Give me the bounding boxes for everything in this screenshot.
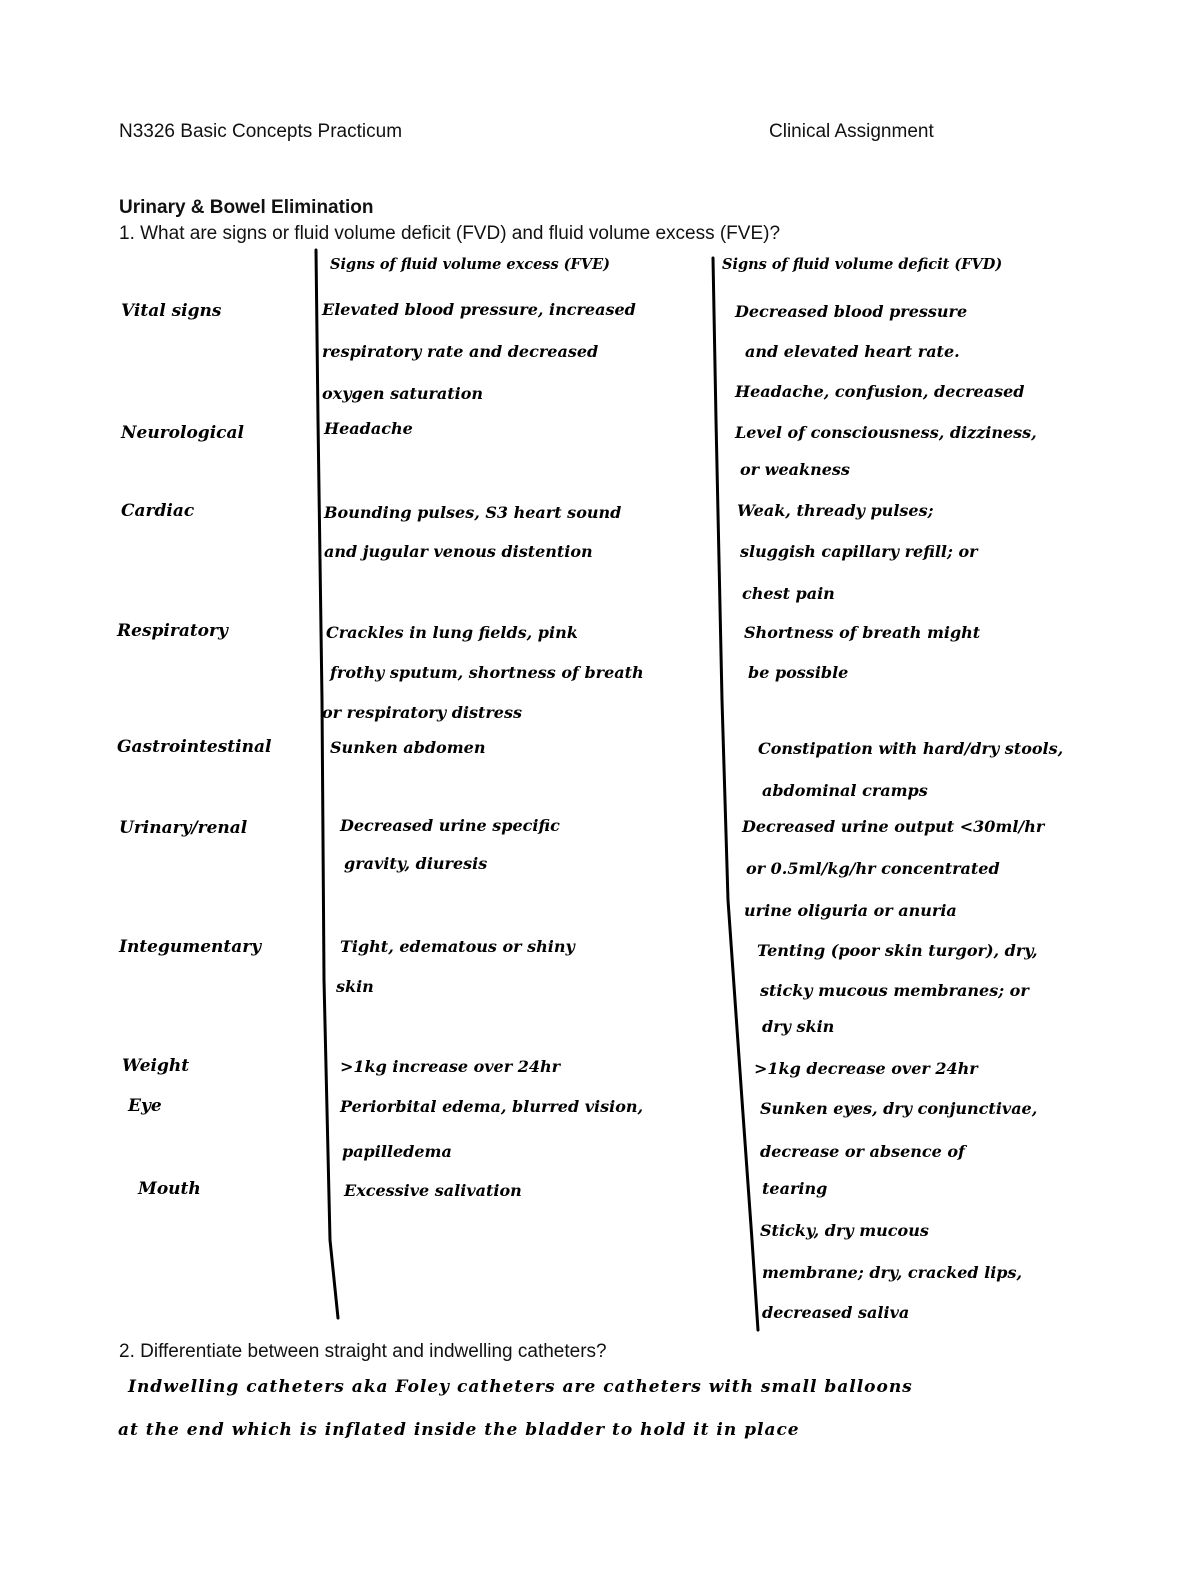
fvd-text: membrane; dry, cracked lips, xyxy=(762,1263,1023,1282)
fvd-text: Headache, confusion, decreased xyxy=(735,382,1025,401)
fve-text: Decreased urine specific xyxy=(340,816,560,835)
row-label-gastrointestinal: Gastrointestinal xyxy=(117,737,272,757)
row-label-respiratory: Respiratory xyxy=(117,621,228,641)
fve-text: or respiratory distress xyxy=(322,703,522,722)
row-label-urinary-renal: Urinary/renal xyxy=(119,818,248,838)
fvd-text: Level of consciousness, dizziness, xyxy=(735,423,1037,442)
row-label-vital-signs: Vital signs xyxy=(121,301,222,321)
fvd-text: abdominal cramps xyxy=(762,781,928,800)
fve-text: papilledema xyxy=(342,1142,452,1161)
fve-text: respiratory rate and decreased xyxy=(322,342,599,361)
fvd-text: Decreased blood pressure xyxy=(735,302,968,321)
fvd-text: Shortness of breath might xyxy=(744,623,981,642)
row-label-cardiac: Cardiac xyxy=(121,501,195,521)
fvd-text: sluggish capillary refill; or xyxy=(740,542,978,561)
fve-text: Excessive salivation xyxy=(344,1181,522,1200)
row-label-mouth: Mouth xyxy=(138,1179,201,1199)
fve-text: oxygen saturation xyxy=(322,384,484,403)
column-divider-left xyxy=(316,250,338,1318)
question-2-answer-line: Indwelling catheters aka Foley catheters are catheters with small balloons xyxy=(128,1377,913,1397)
fvd-text: be possible xyxy=(748,663,849,682)
section-title: Urinary & Bowel Elimination xyxy=(119,197,374,218)
fve-text: Crackles in lung fields, pink xyxy=(326,623,578,642)
fvd-text: decrease or absence of xyxy=(760,1142,965,1161)
fvd-text: Sticky, dry mucous xyxy=(760,1221,929,1240)
fve-text: gravity, diuresis xyxy=(344,854,488,873)
fve-text: frothy sputum, shortness of breath xyxy=(330,663,644,682)
fvd-text: Decreased urine output <30ml/hr xyxy=(742,817,1045,836)
row-label-eye: Eye xyxy=(128,1096,162,1116)
fve-text: Periorbital edema, blurred vision, xyxy=(340,1097,644,1116)
fve-text: Sunken abdomen xyxy=(330,738,486,757)
fve-text: Bounding pulses, S3 heart sound xyxy=(324,503,622,522)
fvd-text: or 0.5ml/kg/hr concentrated xyxy=(746,859,1000,878)
fvd-text: sticky mucous membranes; or xyxy=(760,981,1029,1000)
fvd-text: Sunken eyes, dry conjunctivae, xyxy=(760,1099,1038,1118)
fvd-text: >1kg decrease over 24hr xyxy=(754,1059,978,1078)
question-2-answer-line: at the end which is inflated inside the bladder to hold it in place xyxy=(118,1420,800,1440)
fvd-text: or weakness xyxy=(740,460,850,479)
fvd-text: urine oliguria or anuria xyxy=(744,901,957,920)
fvd-text: Tenting (poor skin turgor), dry, xyxy=(757,941,1038,960)
assignment-title: Clinical Assignment xyxy=(769,121,934,142)
fvd-text: Constipation with hard/dry stools, xyxy=(758,739,1064,758)
fvd-text: and elevated heart rate. xyxy=(745,342,960,361)
fvd-text: chest pain xyxy=(742,584,835,603)
fvd-text: decreased saliva xyxy=(762,1303,910,1322)
question-2-prompt: 2. Differentiate between straight and indwelling catheters? xyxy=(119,1341,607,1362)
row-label-integumentary: Integumentary xyxy=(119,937,262,957)
fve-text: Headache xyxy=(324,419,413,438)
fve-text: and jugular venous distention xyxy=(324,542,593,561)
fvd-text: Weak, thready pulses; xyxy=(737,501,934,520)
question-1-prompt: 1. What are signs or fluid volume deficit (FVD) and fluid volume excess (FVE)? xyxy=(119,223,781,244)
row-label-neurological: Neurological xyxy=(121,423,244,443)
fve-text: >1kg increase over 24hr xyxy=(340,1057,561,1076)
fve-text: Tight, edematous or shiny xyxy=(340,937,575,956)
row-label-weight: Weight xyxy=(122,1056,190,1076)
course-title: N3326 Basic Concepts Practicum xyxy=(119,121,403,142)
fvd-text: dry skin xyxy=(762,1017,835,1036)
fvd-text: tearing xyxy=(762,1179,828,1198)
fve-text: Elevated blood pressure, increased xyxy=(322,300,636,319)
header-fvd: Signs of fluid volume deficit (FVD) xyxy=(722,256,1003,273)
fve-text: skin xyxy=(336,977,374,996)
header-fve: Signs of fluid volume excess (FVE) xyxy=(330,256,610,273)
column-divider-right xyxy=(713,258,758,1330)
